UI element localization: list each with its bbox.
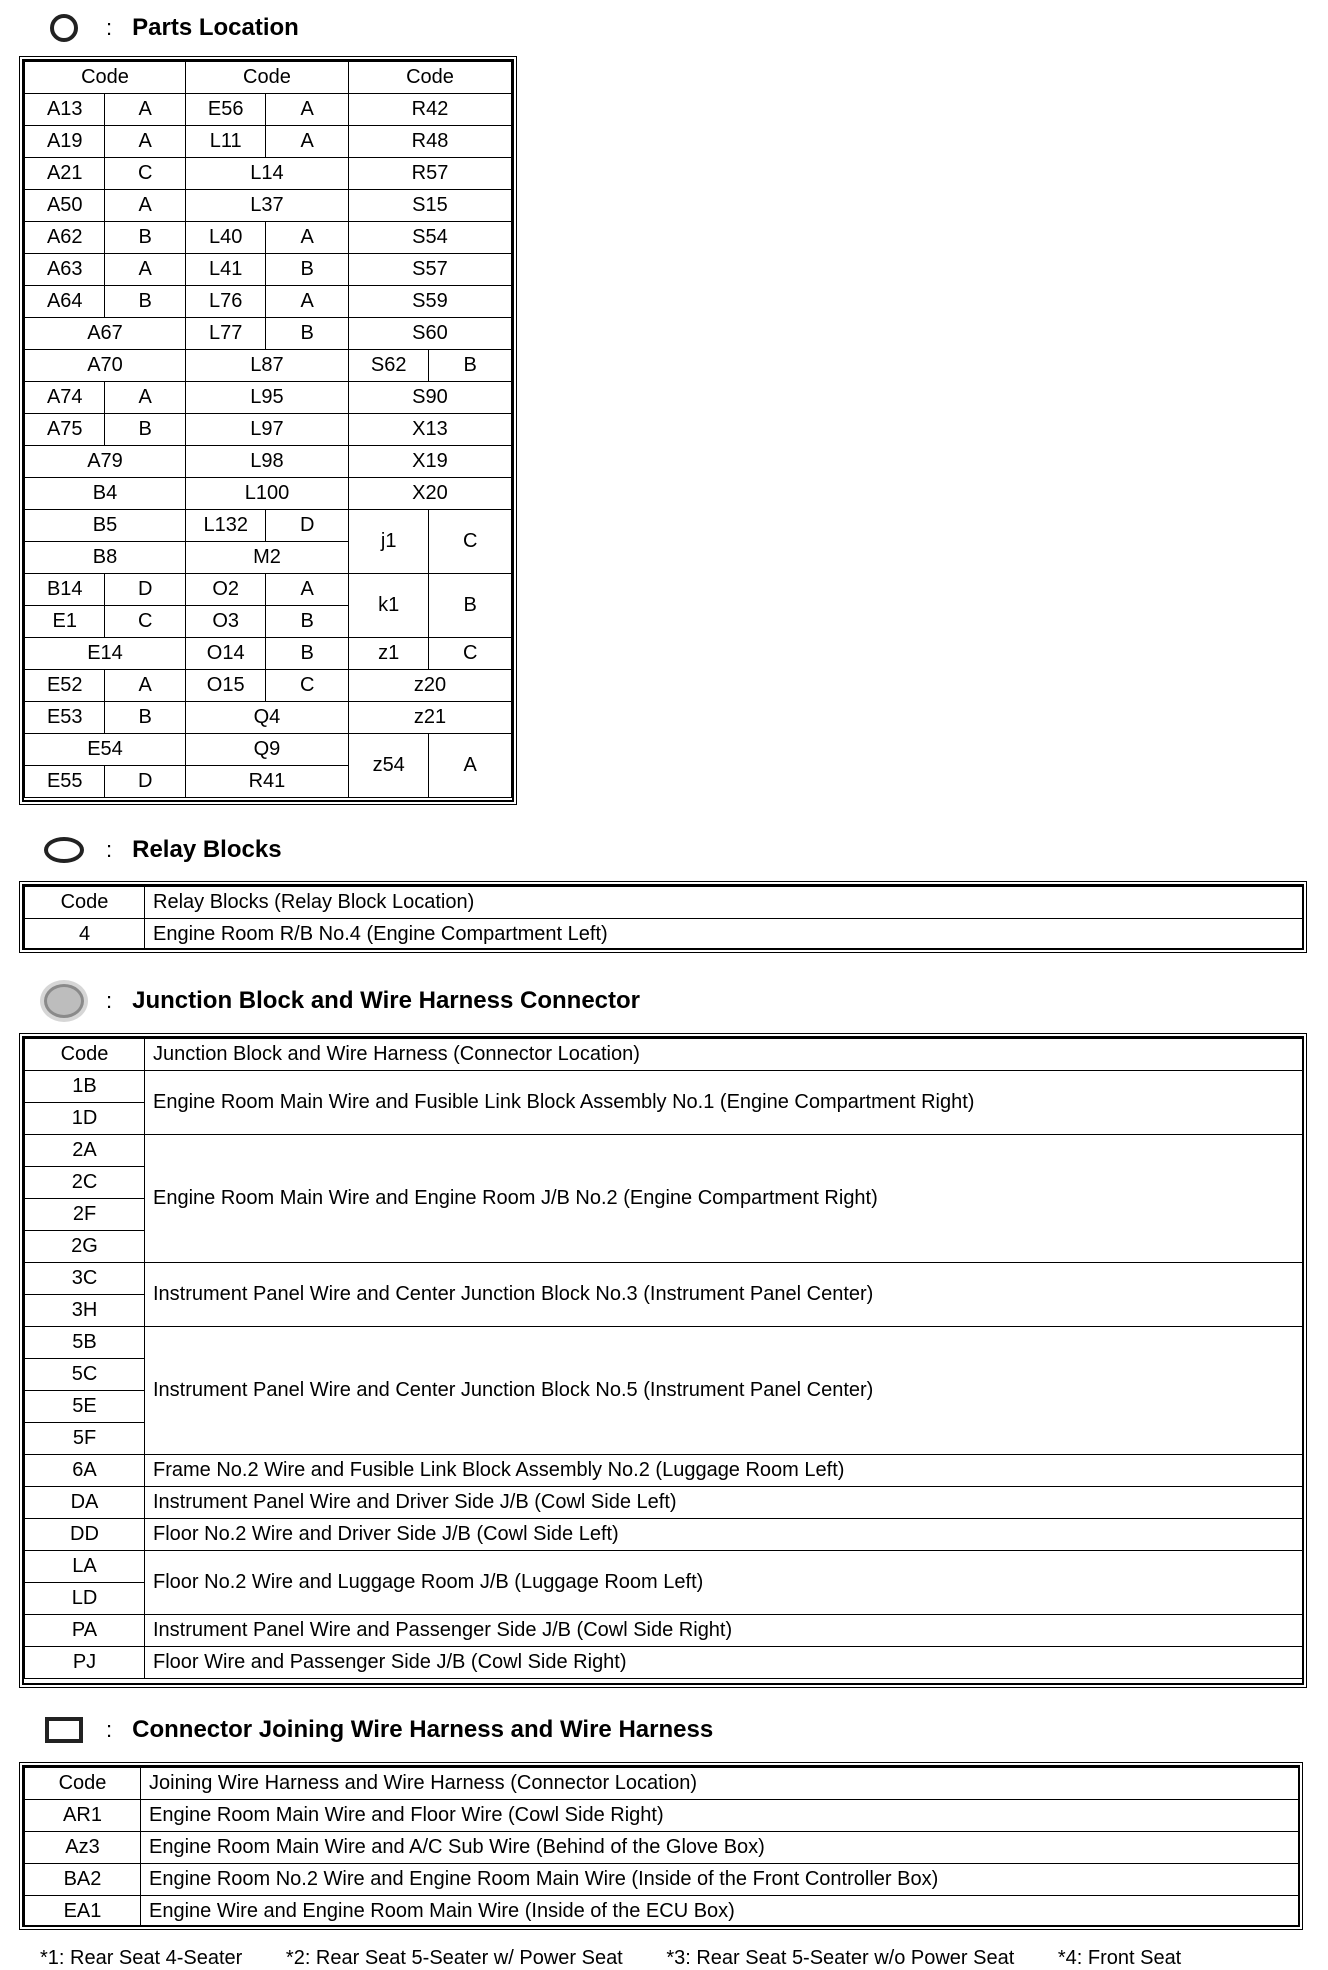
code-cell: DA bbox=[25, 1487, 145, 1519]
table-row bbox=[25, 1487, 1303, 1519]
header-cell: Code bbox=[25, 887, 145, 919]
connector-joining-table bbox=[24, 1767, 1299, 1928]
code-cell: L100 bbox=[185, 478, 348, 510]
location-cell: A bbox=[429, 734, 512, 798]
table-row bbox=[25, 1896, 1299, 1928]
table-row bbox=[25, 382, 512, 414]
location-cell: B bbox=[266, 606, 349, 638]
location-cell: C bbox=[429, 638, 512, 670]
connector-joining-heading bbox=[44, 1716, 713, 1744]
code-cell: 5F bbox=[25, 1423, 145, 1455]
description-cell: Floor Wire and Passenger Side J/B (Cowl Side Right) bbox=[145, 1647, 1303, 1679]
code-cell: E1 bbox=[25, 606, 105, 638]
code-cell: 2F bbox=[25, 1199, 145, 1231]
code-cell: O3 bbox=[185, 606, 265, 638]
code-cell: A19 bbox=[25, 126, 105, 158]
table-row bbox=[25, 670, 512, 702]
code-cell: L11 bbox=[185, 126, 265, 158]
table-row bbox=[25, 94, 512, 126]
code-cell: E53 bbox=[25, 702, 105, 734]
code-cell: 2A bbox=[25, 1135, 145, 1167]
table-row bbox=[25, 1551, 1303, 1583]
table-header-row bbox=[25, 1768, 1299, 1800]
location-cell: B bbox=[429, 574, 512, 638]
code-cell: L77 bbox=[185, 318, 265, 350]
colon: : bbox=[106, 988, 113, 1013]
footnote: *1: Rear Seat 4-Seater bbox=[40, 1947, 243, 1969]
table-header-row bbox=[25, 887, 1303, 919]
code-cell: 5B bbox=[25, 1327, 145, 1359]
header-cell: Relay Blocks (Relay Block Location) bbox=[145, 887, 1303, 919]
header-cell: Code bbox=[25, 1768, 141, 1800]
code-cell: Q4 bbox=[185, 702, 348, 734]
code-cell: L132 bbox=[185, 510, 265, 542]
table-row bbox=[25, 1832, 1299, 1864]
code-cell: A21 bbox=[25, 158, 105, 190]
location-cell: D bbox=[105, 766, 185, 798]
table-row bbox=[25, 1615, 1303, 1647]
code-cell: B8 bbox=[25, 542, 186, 574]
code-cell: EA1 bbox=[25, 1896, 141, 1928]
code-cell: A70 bbox=[25, 350, 186, 382]
code-cell: AR1 bbox=[25, 1800, 141, 1832]
description-cell: Instrument Panel Wire and Driver Side J/B (Cowl Side Left) bbox=[145, 1487, 1303, 1519]
code-cell: L41 bbox=[185, 254, 265, 286]
junction-block-heading bbox=[44, 984, 640, 1018]
code-cell: E55 bbox=[25, 766, 105, 798]
code-cell: L40 bbox=[185, 222, 265, 254]
code-cell: z21 bbox=[348, 702, 511, 734]
code-cell: O14 bbox=[185, 638, 265, 670]
code-cell: z54 bbox=[348, 734, 428, 798]
location-cell: B bbox=[105, 702, 185, 734]
table-header-row bbox=[25, 62, 512, 94]
code-cell: L95 bbox=[185, 382, 348, 414]
code-cell: S59 bbox=[348, 286, 511, 318]
header-cell: Code bbox=[185, 62, 348, 94]
table-row bbox=[25, 1455, 1303, 1487]
header-cell: Joining Wire Harness and Wire Harness (Connector Location) bbox=[141, 1768, 1299, 1800]
section-title: Relay Blocks bbox=[132, 836, 282, 863]
location-cell: B bbox=[266, 318, 349, 350]
relay-blocks-heading bbox=[44, 836, 282, 864]
location-cell: A bbox=[266, 222, 349, 254]
table-row bbox=[25, 1135, 1303, 1167]
code-cell: k1 bbox=[348, 574, 428, 638]
code-cell: S15 bbox=[348, 190, 511, 222]
location-cell: B bbox=[105, 414, 185, 446]
table-row bbox=[25, 1800, 1299, 1832]
code-cell: 5E bbox=[25, 1391, 145, 1423]
code-cell: 6A bbox=[25, 1455, 145, 1487]
description-cell: Frame No.2 Wire and Fusible Link Block Assembly No.2 (Luggage Room Left) bbox=[145, 1455, 1303, 1487]
description-cell: Floor No.2 Wire and Luggage Room J/B (Luggage Room Left) bbox=[145, 1551, 1303, 1615]
footnote: *4: Front Seat bbox=[1057, 1947, 1182, 1969]
code-cell: S54 bbox=[348, 222, 511, 254]
code-cell: Q9 bbox=[185, 734, 348, 766]
table-row bbox=[25, 702, 512, 734]
table-header-row bbox=[25, 1039, 1303, 1071]
code-cell: L76 bbox=[185, 286, 265, 318]
table-row bbox=[25, 478, 512, 510]
code-cell: A63 bbox=[25, 254, 105, 286]
code-cell: 1D bbox=[25, 1103, 145, 1135]
junction-block-table bbox=[24, 1038, 1303, 1679]
table-row bbox=[25, 318, 512, 350]
location-cell: B bbox=[266, 254, 349, 286]
table-row bbox=[25, 414, 512, 446]
code-cell: PJ bbox=[25, 1647, 145, 1679]
location-cell: A bbox=[105, 190, 185, 222]
code-cell: E14 bbox=[25, 638, 186, 670]
code-cell: A75 bbox=[25, 414, 105, 446]
location-cell: C bbox=[266, 670, 349, 702]
section-title: Junction Block and Wire Harness Connector bbox=[132, 987, 641, 1014]
description-cell: Instrument Panel Wire and Passenger Side J/B (Cowl Side Right) bbox=[145, 1615, 1303, 1647]
code-cell: O2 bbox=[185, 574, 265, 606]
colon: : bbox=[106, 837, 113, 862]
table-row bbox=[25, 1519, 1303, 1551]
table-row bbox=[25, 638, 512, 670]
code-cell: 2G bbox=[25, 1231, 145, 1263]
code-cell: j1 bbox=[348, 510, 428, 574]
code-cell: PA bbox=[25, 1615, 145, 1647]
section-title: Connector Joining Wire Harness and Wire Harness bbox=[132, 1716, 714, 1743]
code-cell: L87 bbox=[185, 350, 348, 382]
code-cell: BA2 bbox=[25, 1864, 141, 1896]
code-cell: S60 bbox=[348, 318, 511, 350]
table-row bbox=[25, 222, 512, 254]
circle-symbol-icon bbox=[44, 14, 84, 42]
table-row bbox=[25, 254, 512, 286]
footnote: *2: Rear Seat 5-Seater w/ Power Seat bbox=[285, 1947, 623, 1969]
table-row bbox=[25, 919, 1303, 951]
header-cell: Code bbox=[348, 62, 511, 94]
description-cell: Engine Room Main Wire and Engine Room J/B No.2 (Engine Compartment Right) bbox=[145, 1135, 1303, 1263]
colon: : bbox=[106, 1717, 113, 1742]
description-cell: Engine Room Main Wire and A/C Sub Wire (Behind of the Glove Box) bbox=[141, 1832, 1299, 1864]
description-cell: Engine Room R/B No.4 (Engine Compartment Left) bbox=[145, 919, 1303, 951]
code-cell: A74 bbox=[25, 382, 105, 414]
code-cell: X13 bbox=[348, 414, 511, 446]
table-row bbox=[25, 126, 512, 158]
location-cell: A bbox=[266, 574, 349, 606]
code-cell: A64 bbox=[25, 286, 105, 318]
location-cell: A bbox=[105, 126, 185, 158]
code-cell: 3H bbox=[25, 1295, 145, 1327]
code-cell: 2C bbox=[25, 1167, 145, 1199]
code-cell: S90 bbox=[348, 382, 511, 414]
code-cell: A50 bbox=[25, 190, 105, 222]
code-cell: B14 bbox=[25, 574, 105, 606]
location-cell: B bbox=[105, 222, 185, 254]
code-cell: L98 bbox=[185, 446, 348, 478]
table-row bbox=[25, 1071, 1303, 1103]
location-cell: A bbox=[266, 286, 349, 318]
code-cell: S62 bbox=[348, 350, 428, 382]
code-cell: R42 bbox=[348, 94, 511, 126]
code-cell: 3C bbox=[25, 1263, 145, 1295]
code-cell: LA bbox=[25, 1551, 145, 1583]
location-cell: B bbox=[105, 286, 185, 318]
parts-location-table bbox=[24, 61, 512, 798]
location-cell: C bbox=[429, 510, 512, 574]
code-cell: R41 bbox=[185, 766, 348, 798]
code-cell: E56 bbox=[185, 94, 265, 126]
code-cell: z1 bbox=[348, 638, 428, 670]
code-cell: B4 bbox=[25, 478, 186, 510]
code-cell: R48 bbox=[348, 126, 511, 158]
code-cell: 5C bbox=[25, 1359, 145, 1391]
footnotes bbox=[40, 1947, 1219, 1970]
code-cell: B5 bbox=[25, 510, 186, 542]
colon: : bbox=[106, 15, 113, 40]
table-row bbox=[25, 1864, 1299, 1896]
location-cell: B bbox=[429, 350, 512, 382]
code-cell: E52 bbox=[25, 670, 105, 702]
table-row bbox=[25, 510, 512, 542]
section-title: Parts Location bbox=[132, 14, 299, 41]
parts-location-heading bbox=[44, 14, 299, 42]
table-row bbox=[25, 574, 512, 606]
location-cell: C bbox=[105, 158, 185, 190]
oval-symbol-icon bbox=[44, 837, 84, 863]
description-cell: Floor No.2 Wire and Driver Side J/B (Cowl Side Left) bbox=[145, 1519, 1303, 1551]
table-row bbox=[25, 1327, 1303, 1359]
description-cell: Engine Room Main Wire and Fusible Link Block Assembly No.1 (Engine Compartment Right) bbox=[145, 1071, 1303, 1135]
location-cell: A bbox=[105, 94, 185, 126]
code-cell: E54 bbox=[25, 734, 186, 766]
code-cell: DD bbox=[25, 1519, 145, 1551]
table-row bbox=[25, 158, 512, 190]
code-cell: R57 bbox=[348, 158, 511, 190]
description-cell: Instrument Panel Wire and Center Junction Block No.5 (Instrument Panel Center) bbox=[145, 1327, 1303, 1455]
location-cell: C bbox=[105, 606, 185, 638]
table-row bbox=[25, 286, 512, 318]
code-cell: L97 bbox=[185, 414, 348, 446]
code-cell: z20 bbox=[348, 670, 511, 702]
description-cell: Instrument Panel Wire and Center Junction Block No.3 (Instrument Panel Center) bbox=[145, 1263, 1303, 1327]
header-cell: Code bbox=[25, 1039, 145, 1071]
description-cell: Engine Wire and Engine Room Main Wire (Inside of the ECU Box) bbox=[141, 1896, 1299, 1928]
code-cell: A62 bbox=[25, 222, 105, 254]
location-cell: A bbox=[266, 94, 349, 126]
location-cell: A bbox=[105, 382, 185, 414]
location-cell: B bbox=[266, 638, 349, 670]
code-cell: M2 bbox=[185, 542, 348, 574]
code-cell: X19 bbox=[348, 446, 511, 478]
description-cell: Engine Room No.2 Wire and Engine Room Main Wire (Inside of the Front Controller Box) bbox=[141, 1864, 1299, 1896]
code-cell: X20 bbox=[348, 478, 511, 510]
location-cell: D bbox=[105, 574, 185, 606]
location-cell: D bbox=[266, 510, 349, 542]
location-cell: A bbox=[266, 126, 349, 158]
code-cell: Az3 bbox=[25, 1832, 141, 1864]
code-cell: S57 bbox=[348, 254, 511, 286]
description-cell: Engine Room Main Wire and Floor Wire (Cowl Side Right) bbox=[141, 1800, 1299, 1832]
code-cell: A13 bbox=[25, 94, 105, 126]
code-cell: L37 bbox=[185, 190, 348, 222]
code-cell: 4 bbox=[25, 919, 145, 951]
table-row bbox=[25, 190, 512, 222]
table-row bbox=[25, 350, 512, 382]
table-row bbox=[25, 1647, 1303, 1679]
code-cell: A79 bbox=[25, 446, 186, 478]
table-row bbox=[25, 734, 512, 766]
shaded-oval-symbol-icon bbox=[44, 984, 84, 1018]
footnote: *3: Rear Seat 5-Seater w/o Power Seat bbox=[666, 1947, 1015, 1969]
code-cell: O15 bbox=[185, 670, 265, 702]
header-cell: Junction Block and Wire Harness (Connector Location) bbox=[145, 1039, 1303, 1071]
location-cell: A bbox=[105, 254, 185, 286]
header-cell: Code bbox=[25, 62, 186, 94]
table-row bbox=[25, 446, 512, 478]
code-cell: A67 bbox=[25, 318, 186, 350]
code-cell: L14 bbox=[185, 158, 348, 190]
location-cell: A bbox=[105, 670, 185, 702]
table-row bbox=[25, 1263, 1303, 1295]
rectangle-symbol-icon bbox=[44, 1717, 84, 1743]
relay-blocks-table bbox=[24, 886, 1303, 951]
code-cell: LD bbox=[25, 1583, 145, 1615]
code-cell: 1B bbox=[25, 1071, 145, 1103]
